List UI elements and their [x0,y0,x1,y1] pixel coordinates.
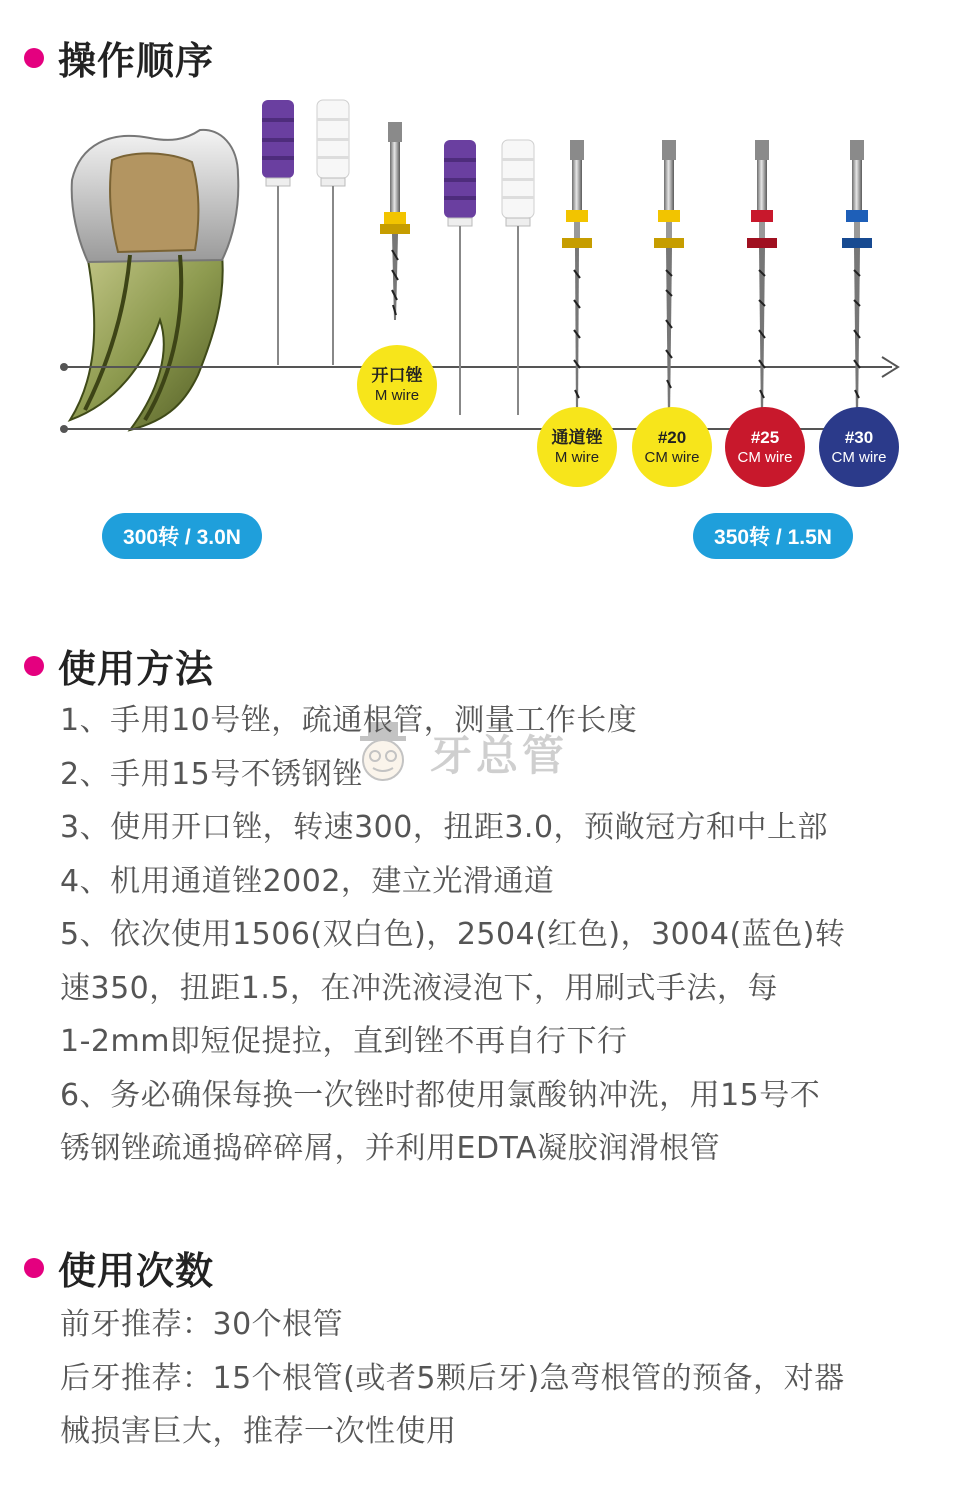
rotary-file-30 [842,140,872,420]
method-line: 1-2mm即短促提拉，直到锉不再自行下行 [60,1024,628,1059]
method-section-title: 使用方法 [58,647,215,691]
badge-size-30 [819,407,899,487]
usage-recommendations [60,1298,905,1459]
order-section-header [24,30,214,85]
badge-size-30-wire: CM wire [831,449,887,466]
tooth-illustration [70,130,238,430]
usage-section-title: 使用次数 [58,1249,215,1293]
usage-line: 械损害巨大，推荐一次性使用 [60,1414,457,1449]
order-section-title: 操作顺序 [58,39,215,83]
diagram-canvas [0,90,960,580]
badge-size-20 [632,407,712,487]
badge-opener-name: 开口锉 [371,366,423,385]
badge-size-20-name: #20 [657,428,687,447]
badge-size-20-wire: CM wire [644,449,700,466]
operation-order-diagram [0,90,960,580]
rotary-file-opener [380,122,410,320]
method-line: 6、务必确保每换一次锉时都使用氯酸钠冲洗，用15号不 [60,1077,821,1113]
bullet-dot-icon [24,656,44,676]
badge-glidepath-name: 通道锉 [551,428,603,447]
badge-opener-wire: M wire [374,387,420,404]
method-line: 5、依次使用1506(双白色)，2504(红色)，3004(蓝色)转 [60,917,846,952]
method-section-header [24,638,214,693]
rotary-file-glidepath [562,140,592,420]
badge-size-25-wire: CM wire [737,449,793,466]
watermark-text: 牙总管 [430,731,569,780]
method-line: 锈钢锉疏通捣碎碎屑，并利用EDTA凝胶润滑根管 [60,1131,721,1166]
method-line: 4、机用通道锉2002，建立光滑通道 [60,863,555,899]
hand-file-white-1 [317,100,349,365]
hand-file-purple-2 [444,140,476,415]
badge-size-30-name: #30 [844,428,874,447]
badge-size-25 [725,407,805,487]
bullet-dot-icon [24,48,44,68]
usage-line: 后牙推荐：15个根管(或者5颗后牙)急弯根管的预备，对器 [60,1360,845,1396]
badge-glidepath-wire: M wire [554,449,600,466]
bullet-dot-icon [24,1258,44,1278]
badge-size-25-name: #25 [750,428,780,447]
watermark [348,718,568,788]
method-line: 速350，扭距1.5，在冲洗液浸泡下，用刷式手法，每 [60,970,778,1006]
axis-dot-bottom [60,425,68,433]
cartoon-mascot-icon [348,718,418,788]
method-line: 1、手用10号锉，疏通根管，测量工作长度 [60,703,638,738]
hand-file-purple-1 [262,100,294,365]
speed-torque-pill-right: 350转 / 1.5N [693,513,853,559]
usage-section-header [24,1240,214,1295]
rotary-file-25 [747,140,777,420]
badge-glidepath [537,407,617,487]
tooth-pulp [110,153,198,252]
axis-dot-top [60,363,68,371]
rotary-file-20 [654,140,684,420]
badge-opener [357,345,437,425]
speed-torque-pill-left: 300转 / 3.0N [102,513,262,559]
method-line: 3、使用开口锉，转速300，扭距3.0，预敞冠方和中上部 [60,810,829,845]
hand-file-white-2 [502,140,534,415]
usage-line: 前牙推荐：30个根管 [60,1307,344,1342]
tooth-root [70,255,223,430]
method-line: 2、手用15号不锈钢锉 [60,756,363,792]
